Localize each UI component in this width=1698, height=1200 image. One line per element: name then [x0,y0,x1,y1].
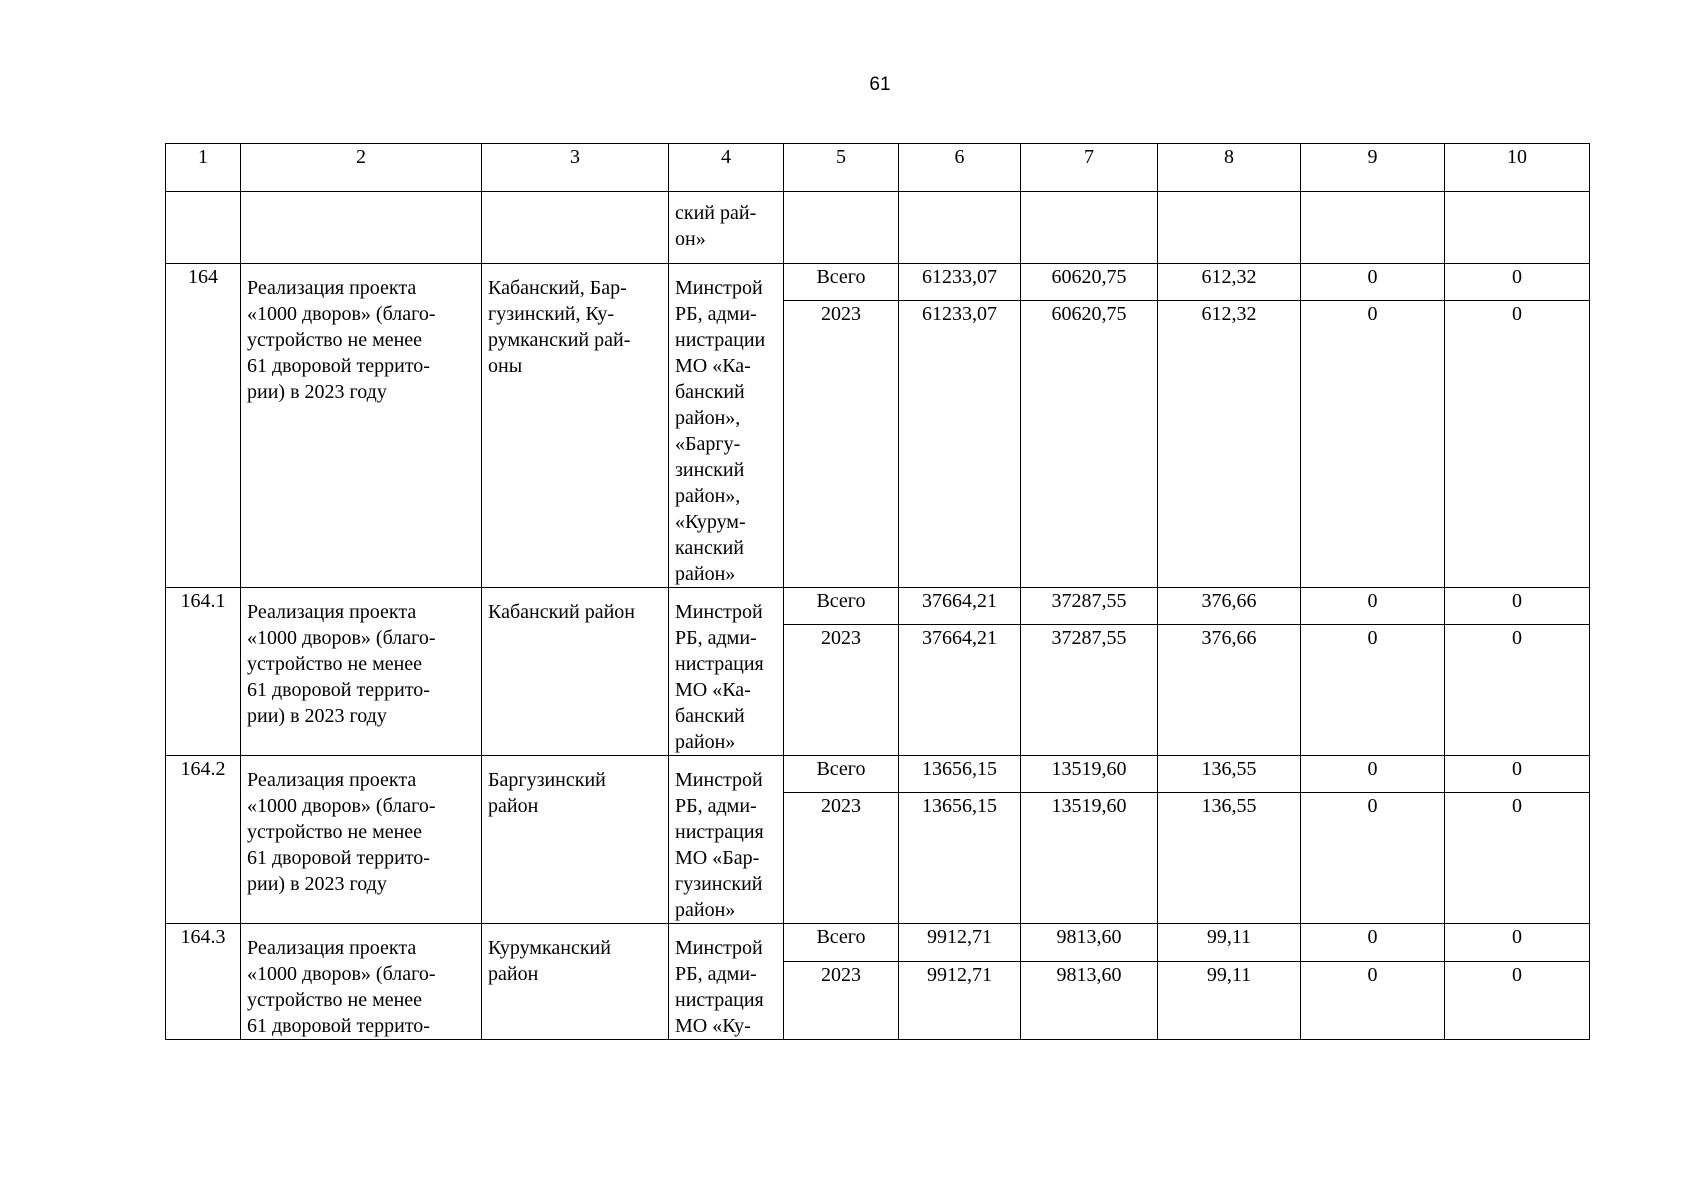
value-cell: 136,55 [1158,792,1301,923]
value-cell: 60620,75 [1021,300,1158,587]
table-cell [669,192,784,264]
value-cell: 13656,15 [899,756,1021,793]
table-cell [241,264,482,588]
header-cell: 4 [669,144,784,192]
table-cell [899,192,1021,264]
period-cell: 2023 [784,300,899,587]
value-cell: 0 [1445,924,1590,962]
header-cell: 3 [482,144,669,192]
table-cell [241,924,482,1040]
executor-continuation: ский рай- он» [675,202,757,250]
value-cell: 60620,75 [1021,264,1158,301]
value-cell: 376,66 [1158,588,1301,625]
value-cell: 0 [1301,300,1445,587]
table-cell [1158,192,1301,264]
table-cell [1301,192,1445,264]
header-cell: 10 [1445,144,1590,192]
value-cell: 0 [1301,961,1445,1039]
header-cell: 1 [166,144,241,192]
value-cell: 0 [1301,624,1445,755]
territory: Баргузинский район [488,769,606,817]
value-cell: 0 [1301,588,1445,625]
table-cell [1445,192,1590,264]
value-cell: 9912,71 [899,961,1021,1039]
table-row [166,264,1590,301]
row-id: 164.1 [166,588,241,756]
header-cell: 7 [1021,144,1158,192]
activity-name: Реализация проекта «1000 дворов» (благо- устройство не менее 61 дворовой террито- рии) в 2023 году [247,769,436,895]
value-cell: 0 [1445,961,1590,1039]
executor: Минстрой РБ, адми- нистрация МО «Бар- гузинский район» [675,769,764,921]
period-cell: Всего [784,924,899,962]
table-cell [241,192,482,264]
value-cell: 612,32 [1158,264,1301,301]
value-cell: 37664,21 [899,588,1021,625]
value-cell: 61233,07 [899,264,1021,301]
value-cell: 9912,71 [899,924,1021,962]
row-id: 164 [166,264,241,588]
value-cell: 9813,60 [1021,924,1158,962]
header-cell: 6 [899,144,1021,192]
continuation-row [166,192,1590,264]
executor: Минстрой РБ, адми- нистрация МО «Ку- [675,937,764,1037]
value-cell: 136,55 [1158,756,1301,793]
value-cell: 376,66 [1158,624,1301,755]
row-id: 164.2 [166,756,241,924]
table-cell [166,192,241,264]
table-cell [482,192,669,264]
table-cell [669,924,784,1040]
value-cell: 0 [1445,792,1590,923]
territory: Кабанский район [488,601,635,623]
period-cell: Всего [784,588,899,625]
header-row [166,144,1590,192]
value-cell: 0 [1301,264,1445,301]
value-cell: 99,11 [1158,924,1301,962]
header-cell: 9 [1301,144,1445,192]
period-cell: Всего [784,264,899,301]
value-cell: 0 [1445,588,1590,625]
row-id: 164.3 [166,924,241,1040]
table-cell [482,264,669,588]
value-cell: 0 [1301,756,1445,793]
value-cell: 13519,60 [1021,756,1158,793]
table-cell [1021,192,1158,264]
value-cell: 0 [1301,924,1445,962]
value-cell: 37664,21 [899,624,1021,755]
activity-name: Реализация проекта «1000 дворов» (благо- устройство не менее 61 дворовой террито- рии) в 2023 году [247,277,436,403]
table-row [166,924,1590,962]
value-cell: 37287,55 [1021,588,1158,625]
period-cell: 2023 [784,792,899,923]
budget-table [165,143,1590,1040]
header-cell: 8 [1158,144,1301,192]
activity-name: Реализация проекта «1000 дворов» (благо- устройство не менее 61 дворовой террито- рии) в 2023 году [247,601,436,727]
page-number: 61 [869,74,891,95]
table-cell [482,756,669,924]
table-cell [669,756,784,924]
value-cell: 0 [1445,624,1590,755]
table-cell [669,588,784,756]
value-cell: 612,32 [1158,300,1301,587]
table-cell [241,588,482,756]
value-cell: 99,11 [1158,961,1301,1039]
value-cell: 61233,07 [899,300,1021,587]
table-cell [482,588,669,756]
table-row [166,756,1590,793]
value-cell: 37287,55 [1021,624,1158,755]
activity-name: Реализация проекта «1000 дворов» (благо- устройство не менее 61 дворовой террито- [247,937,436,1037]
value-cell: 0 [1445,756,1590,793]
value-cell: 0 [1445,264,1590,301]
value-cell: 9813,60 [1021,961,1158,1039]
territory: Курумканский район [488,937,611,985]
period-cell: 2023 [784,961,899,1039]
territory: Кабанский, Бар- гузинский, Ку- румканский рай- оны [488,277,631,377]
value-cell: 0 [1445,300,1590,587]
executor: Минстрой РБ, адми- нистрации МО «Ка- банский район», «Баргу- зинский район», «Курум- канский район» [675,277,766,585]
value-cell: 13519,60 [1021,792,1158,923]
table-cell [784,192,899,264]
table-cell [669,264,784,588]
table-row [166,588,1590,625]
executor: Минстрой РБ, адми- нистрация МО «Ка- банский район» [675,601,764,753]
period-cell: 2023 [784,624,899,755]
table-cell [241,756,482,924]
value-cell: 0 [1301,792,1445,923]
value-cell: 13656,15 [899,792,1021,923]
table-cell [482,924,669,1040]
header-cell: 2 [241,144,482,192]
header-cell: 5 [784,144,899,192]
period-cell: Всего [784,756,899,793]
